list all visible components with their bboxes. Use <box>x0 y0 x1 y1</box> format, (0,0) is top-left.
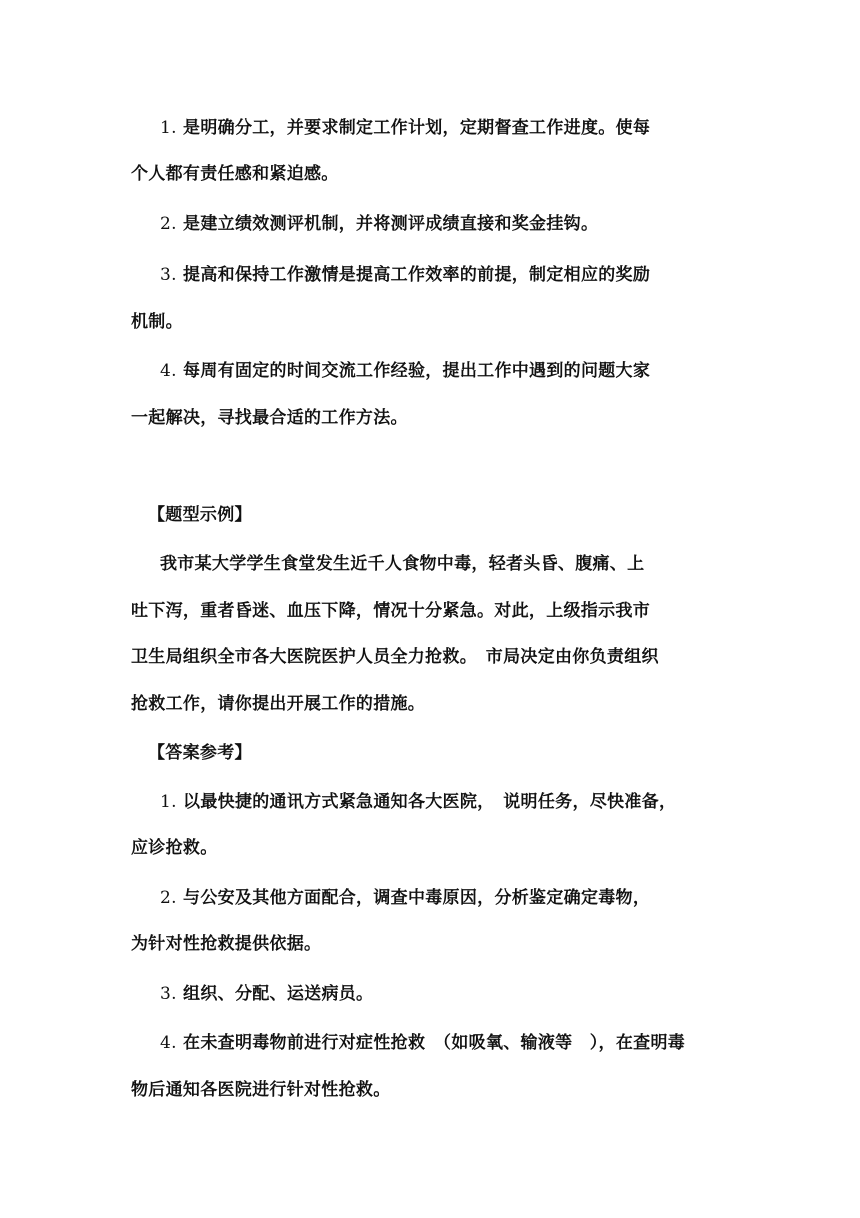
para3-line2: 机制。 <box>131 312 183 332</box>
list-number: 2. <box>160 888 177 908</box>
para1-line1: 1. 是明确分工，并要求制定工作计划，定期督查工作进度。使每 <box>160 118 651 138</box>
answer2-line2: 为针对性抢救提供依据。 <box>131 934 322 954</box>
list-number: 2. <box>160 214 177 234</box>
example-line2: 吐下泻，重者昏迷、血压下降，情况十分紧急。对此，上级指示我市 <box>131 601 650 621</box>
example-line1: 我市某大学学生食堂发生近千人食物中毒，轻者头昏、腹痛、上 <box>160 554 645 574</box>
list-number: 4. <box>160 361 177 381</box>
list-number: 1. <box>160 792 177 812</box>
answer1-line1: 1. 以最快捷的通讯方式紧急通知各大医院， 说明任务，尽快准备， <box>160 792 677 812</box>
para4-line2: 一起解决，寻找最合适的工作方法。 <box>131 408 408 428</box>
section-heading-answer: 【答案参考】 <box>148 743 252 763</box>
section-heading-example: 【题型示例】 <box>148 505 252 525</box>
list-number: 3. <box>160 984 177 1004</box>
list-number: 3. <box>160 265 177 285</box>
answer4-line2: 物后通知各医院进行针对性抢救。 <box>131 1080 391 1100</box>
list-number: 4. <box>160 1033 177 1053</box>
answer1-line2: 应诊抢救。 <box>131 838 218 858</box>
answer3-line1: 3. 组织、分配、运送病员。 <box>160 984 374 1004</box>
list-number: 1. <box>160 118 177 138</box>
para3-line1: 3. 提高和保持工作激情是提高工作效率的前提，制定相应的奖励 <box>160 265 651 285</box>
answer4-line1: 4. 在未查明毒物前进行对症性抢救 （如吸氧、输液等 ），在查明毒 <box>160 1033 686 1053</box>
answer2-line1: 2. 与公安及其他方面配合，调查中毒原因，分析鉴定确定毒物， <box>160 888 651 908</box>
para2-line1: 2. 是建立绩效测评机制，并将测评成绩直接和奖金挂钩。 <box>160 214 599 234</box>
example-line3: 卫生局组织全市各大医院医护人员全力抢救。 市局决定由你负责组织 <box>131 647 659 667</box>
para1-line2: 个人都有责任感和紧迫感。 <box>131 164 339 184</box>
example-line4: 抢救工作，请你提出开展工作的措施。 <box>131 694 426 714</box>
para4-line1: 4. 每周有固定的时间交流工作经验，提出工作中遇到的问题大家 <box>160 361 651 381</box>
